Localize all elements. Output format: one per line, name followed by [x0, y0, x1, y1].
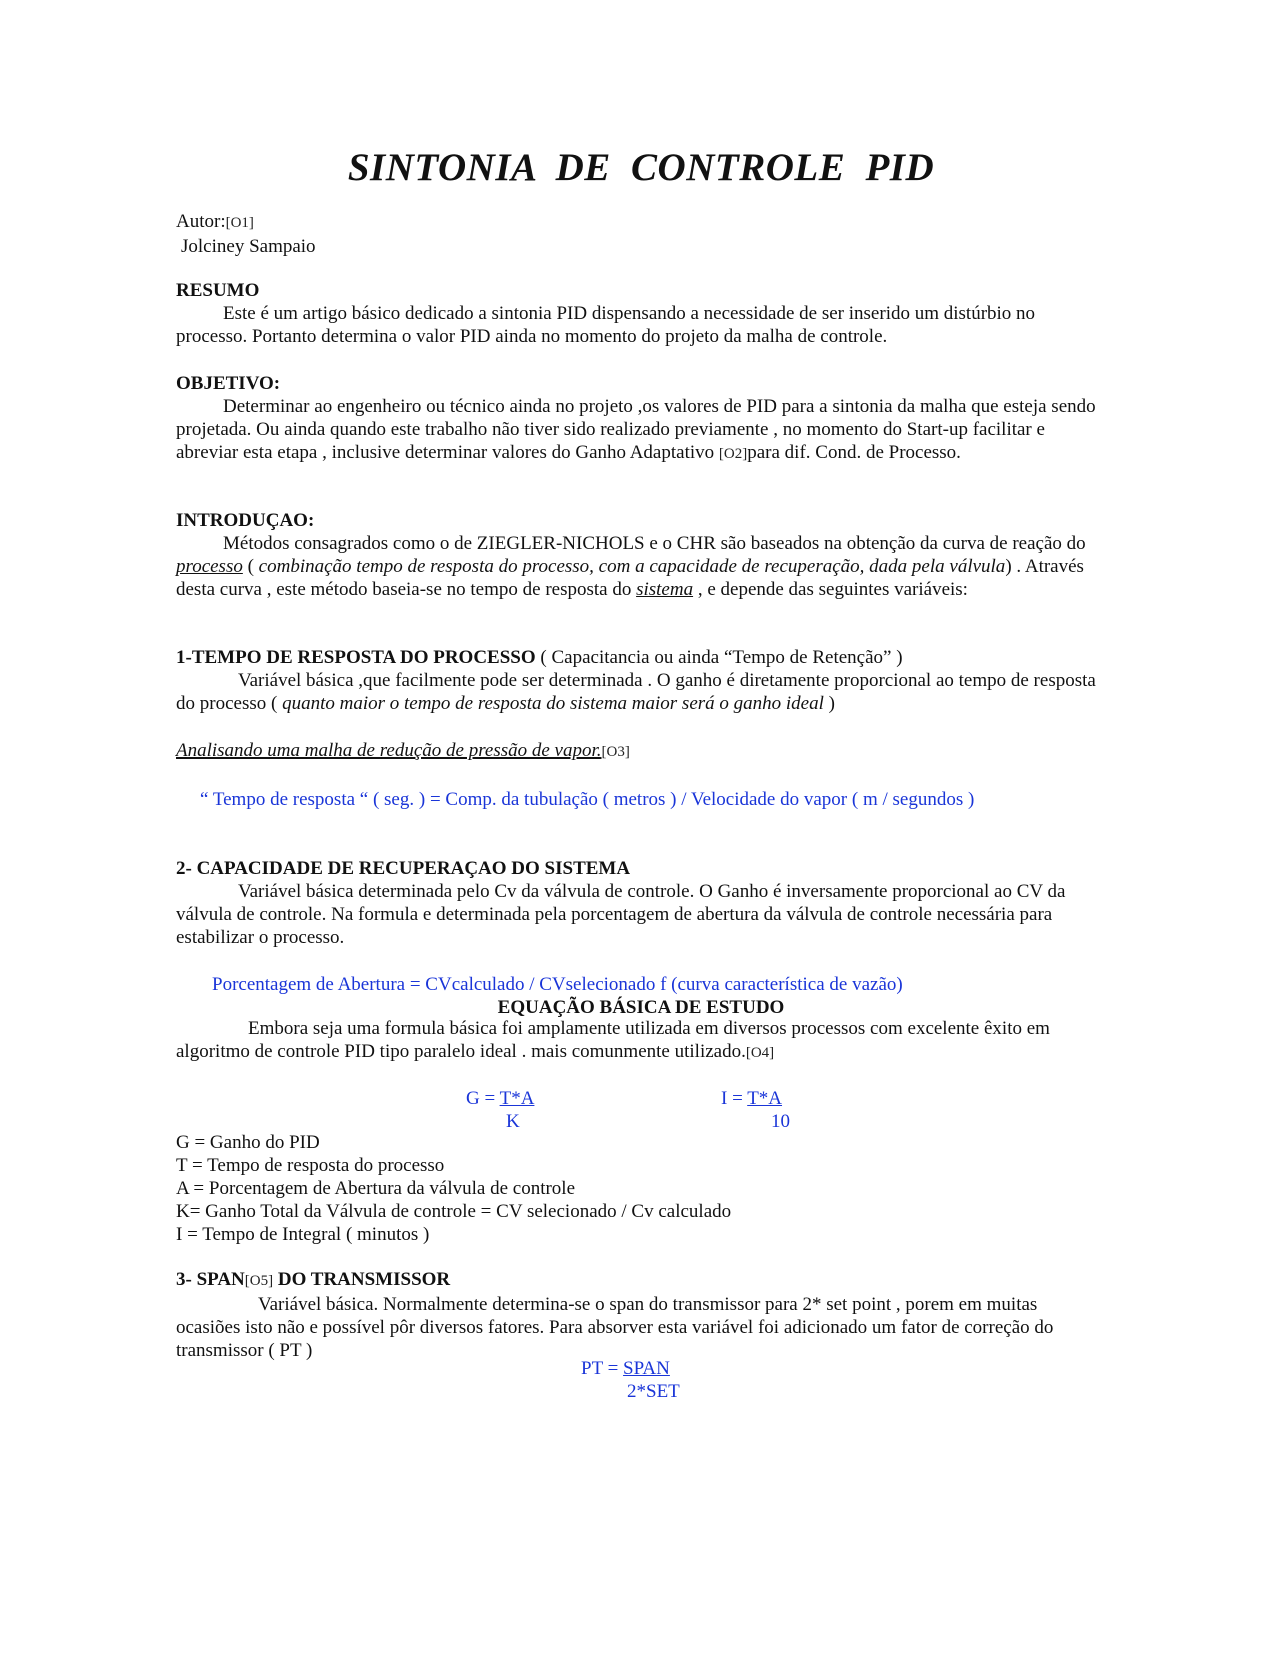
resumo-heading: RESUMO	[176, 280, 260, 301]
section-3	[176, 1268, 1106, 1362]
objetivo-body: Determinar ao engenheiro ou técnico ainda no projeto ,os valores de PID para a sintonia da malha que esteja sendo projetada. Ou ainda quando este trabalho não tiver sido realizado previamente , no momento do Start-up facilitar e abreviar esta etapa , inclusive determinar valores do Ganho Adaptativo [O2]para dif. Cond. de Processo.	[176, 396, 1096, 463]
objetivo-heading: OBJETIVO:	[176, 373, 281, 394]
sistema-term: sistema	[636, 579, 694, 600]
introducao-heading: INTRODUÇAO:	[176, 510, 315, 531]
definition-k: K= Ganho Total da Válvula de controle = CV selecionado / Cv calculado	[176, 1201, 732, 1222]
resumo-body: Este é um artigo básico dedicado a sintonia PID dispensando a necessidade de ser inserido um distúrbio no processo. Portanto determina o valor PID ainda no momento do projeto da malha de controle.	[176, 303, 1036, 347]
definition-g: G = Ganho do PID	[176, 1132, 320, 1153]
section-1-subtitle: ( Capacitancia ou ainda “Tempo de Retenção” )	[535, 647, 903, 668]
integral-denominator: 10	[771, 1111, 790, 1132]
section-1-heading: 1-TEMPO DE RESPOSTA DO PROCESSO	[176, 647, 536, 668]
equation-title: EQUAÇÃO BÁSICA DE ESTUDO	[497, 997, 785, 1018]
section-1-body: Variável básica ,que facilmente pode ser determinada . O ganho é diretamente proporcional ao tempo de resposta do processo ( quanto maior o tempo de resposta do sistema maior será o ganho ideal )	[176, 670, 1096, 714]
processo-term: processo	[176, 556, 243, 577]
section-3-heading: 3- SPAN[O5] DO TRANSMISSOR	[176, 1269, 451, 1290]
definition-i: I = Tempo de Integral ( minutos )	[176, 1224, 430, 1245]
introducao-body: Métodos consagrados como o de ZIEGLER-NICHOLS e o CHR são baseados na obtenção da curva de reação do processo ( combinação tempo de resposta do processo, com a capacidade de recuperação, dada pela válvula) . Através desta curva , este método baseia-se no tempo de resposta do sistema , e depende das seguintes variáveis:	[176, 533, 1086, 600]
section-2-heading: 2- CAPACIDADE DE RECUPERAÇAO DO SISTEMA	[176, 858, 631, 879]
comment-marker-o2[interactable]: [O2]	[718, 446, 748, 462]
author-block	[176, 210, 1106, 258]
variable-definitions	[176, 1131, 1106, 1246]
gain-formula: G = T*A K	[466, 1088, 535, 1132]
equation-body: Embora seja uma formula básica foi amplamente utilizada em diversos processos com excelente êxito em algoritmo de controle PID tipo paralelo ideal . mais comunmente utilizado.[O4]	[176, 1018, 1050, 1062]
gain-numerator: T*A	[499, 1088, 535, 1109]
analysis-line	[176, 739, 1106, 764]
section-2	[176, 857, 1106, 949]
comment-marker-o5[interactable]: [O5]	[244, 1273, 274, 1289]
pt-denominator: 2*SET	[627, 1381, 680, 1402]
integral-formula: I = T*A 10	[721, 1088, 790, 1132]
pt-formula: PT = SPAN 2*SET	[581, 1358, 680, 1402]
response-time-formula: “ Tempo de resposta “ ( seg. ) = Comp. da tubulação ( metros ) / Velocidade do vapor ( m / segundos )	[200, 789, 975, 810]
pt-numerator: SPAN	[623, 1358, 670, 1379]
opening-percentage-formula: Porcentagem de Abertura = CVcalculado / CVselecionado f (curva característica de vazão)	[212, 974, 903, 995]
introducao-section	[176, 509, 1106, 601]
objetivo-section	[176, 372, 1106, 466]
resumo-section	[176, 279, 1106, 348]
comment-marker-o4[interactable]: [O4]	[745, 1045, 775, 1061]
definition-a: A = Porcentagem de Abertura da válvula de controle	[176, 1178, 576, 1199]
gain-denominator: K	[506, 1111, 520, 1132]
analysis-text: Analisando uma malha de redução de pressão de vapor.	[176, 740, 602, 761]
definition-t: T = Tempo de resposta do processo	[176, 1155, 445, 1176]
author-label: Autor:	[176, 211, 226, 232]
comment-marker-o1[interactable]: [O1]	[225, 215, 254, 231]
integral-numerator: T*A	[747, 1088, 783, 1109]
document-title: SINTONIA DE CONTROLE PID	[347, 146, 935, 189]
section-1	[176, 646, 1106, 715]
section-2-body: Variável básica determinada pelo Cv da válvula de controle. O Ganho é inversamente proporcional ao CV da válvula de controle. Na formula e determinada pela porcentagem de abertura da válvula de controle necessária para estabilizar o processo.	[176, 881, 1066, 948]
comment-marker-o3[interactable]: [O3]	[601, 744, 630, 760]
author-name: Jolciney Sampaio	[181, 236, 316, 257]
section-3-body: Variável básica. Normalmente determina-se o span do transmissor para 2* set point , porem em muitas ocasiões isto não e possível pôr diversos fatores. Para absorver esta variável foi adicionado um fator de correção do transmissor ( PT )	[176, 1294, 1054, 1361]
